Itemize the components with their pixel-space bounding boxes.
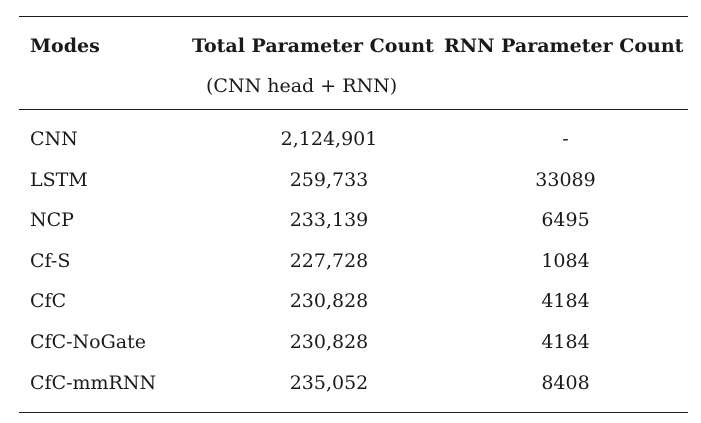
cell-total: 230,828 xyxy=(289,290,369,313)
table-body xyxy=(19,110,688,412)
cell-rnn: 8408 xyxy=(541,371,590,394)
cell-total: 227,728 xyxy=(289,249,369,272)
cell-rnn: 6495 xyxy=(541,209,590,232)
cell-rnn: 1084 xyxy=(541,249,590,272)
cell-total: 2,124,901 xyxy=(280,128,378,150)
cell-mode: CfC xyxy=(30,290,67,313)
table-row xyxy=(19,242,688,283)
table-row xyxy=(19,364,688,405)
cell-rnn: - xyxy=(562,128,569,150)
header-rnn-parameter-count: RNN Parameter Count xyxy=(444,35,684,57)
table-row xyxy=(19,201,688,242)
cell-mode: LSTM xyxy=(30,168,88,191)
cell-mode: CfC-NoGate xyxy=(30,330,146,353)
table-row xyxy=(19,323,688,364)
cell-mode: CNN xyxy=(30,128,78,150)
header-total-parameter-count: Total Parameter Count xyxy=(192,35,434,57)
header-modes: Modes xyxy=(30,35,100,57)
bottom-rule xyxy=(19,412,688,413)
cell-total: 259,733 xyxy=(289,168,369,191)
cell-mode: Cf-S xyxy=(30,249,71,272)
table-row xyxy=(19,120,688,161)
table-row xyxy=(19,282,688,323)
table-row xyxy=(19,161,688,202)
cell-rnn: 4184 xyxy=(541,330,590,353)
cell-rnn: 4184 xyxy=(541,290,590,313)
cell-mode: NCP xyxy=(30,209,74,232)
cell-rnn: 33089 xyxy=(535,168,596,191)
cell-total: 230,828 xyxy=(289,330,369,353)
header-total-subtitle: (CNN head + RNN) xyxy=(206,75,398,97)
table-header xyxy=(19,17,688,109)
cell-mode: CfC-mmRNN xyxy=(30,371,157,394)
cell-total: 233,139 xyxy=(289,209,369,232)
parameter-table xyxy=(19,16,688,413)
cell-total: 235,052 xyxy=(289,371,369,394)
